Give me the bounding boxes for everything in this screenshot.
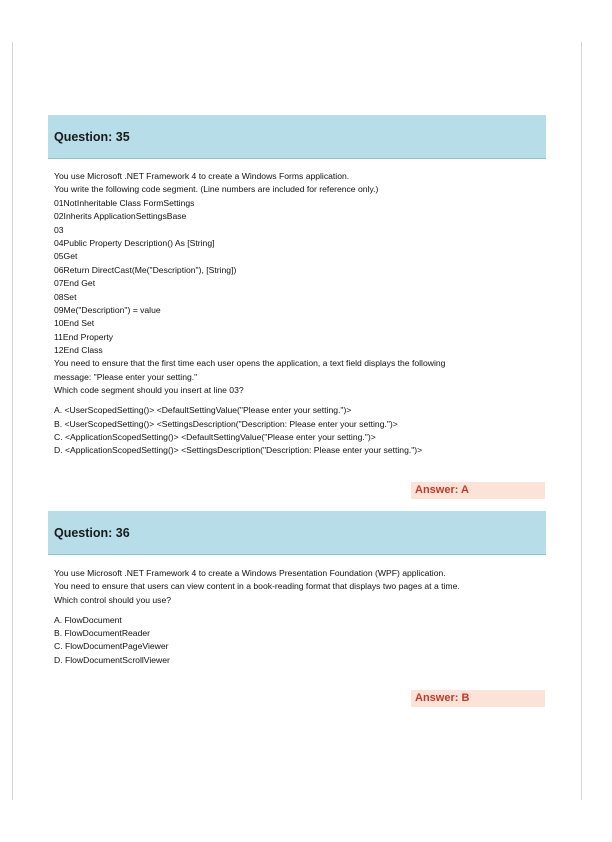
page-left-border	[12, 42, 13, 800]
option-c: C. FlowDocumentPageViewer	[54, 641, 169, 652]
question-36-title: Question: 36	[54, 526, 130, 540]
answer-label: Answer: A	[415, 484, 469, 496]
option-a: A. FlowDocument	[54, 614, 122, 625]
question-35-header	[48, 115, 546, 159]
question-35-title: Question: 35	[54, 130, 130, 144]
question-36-prompt: Which control should you use?	[54, 594, 172, 605]
question-35-text-line: You need to ensure that the first time each user opens the application, a text field displays the following	[54, 358, 446, 369]
code-line: 12End Class	[54, 345, 103, 356]
code-line: 09Me("Description") = value	[54, 304, 161, 315]
question-36-answer	[411, 690, 545, 707]
option-b: B. <UserScopedSetting()> <SettingsDescription("Description: Please enter your setting.")>	[54, 418, 398, 429]
question-36-text-line: You need to ensure that users can view content in a book-reading format that displays two pages at a time.	[54, 581, 460, 592]
option-b: B. FlowDocumentReader	[54, 628, 151, 639]
code-line: 03	[54, 224, 64, 235]
code-line: 11End Property	[54, 331, 114, 342]
question-35-answer	[411, 482, 545, 499]
option-d: D. <ApplicationScopedSetting()> <SettingsDescription("Description: Please enter your setting.")>	[54, 445, 423, 456]
question-36-header	[48, 511, 546, 555]
code-line: 02Inherits ApplicationSettingsBase	[54, 211, 187, 222]
answer-label: Answer: B	[415, 692, 470, 704]
question-36-text-line: You use Microsoft .NET Framework 4 to create a Windows Presentation Foundation (WPF) application.	[54, 568, 446, 578]
question-35-text-line: You write the following code segment. (Line numbers are included for reference only.)	[54, 184, 379, 195]
code-line: 05Get	[54, 251, 78, 262]
code-line: 08Set	[54, 291, 77, 302]
code-line: 07End Get	[54, 278, 96, 289]
code-line: 01NotInheritable Class FormSettings	[54, 197, 195, 208]
question-35-prompt: Which code segment should you insert at line 03?	[54, 385, 244, 396]
question-35-text-line: message: "Please enter your setting."	[54, 371, 198, 382]
page-right-border	[581, 42, 582, 800]
option-c: C. <ApplicationScopedSetting()> <DefaultSettingValue("Please enter your setting.")>	[54, 431, 376, 442]
code-line: 10End Set	[54, 318, 95, 329]
code-line: 06Return DirectCast(Me("Description"), [String])	[54, 264, 237, 275]
question-35-text-line: You use Microsoft .NET Framework 4 to create a Windows Forms application.	[54, 171, 350, 181]
option-a: A. <UserScopedSetting()> <DefaultSettingValue("Please enter your setting.")>	[54, 405, 352, 416]
option-d: D. FlowDocumentScrollViewer	[54, 654, 170, 665]
code-line: 04Public Property Description() As [String]	[54, 237, 215, 248]
question-36-body	[54, 567, 544, 667]
question-35-body	[54, 170, 544, 458]
